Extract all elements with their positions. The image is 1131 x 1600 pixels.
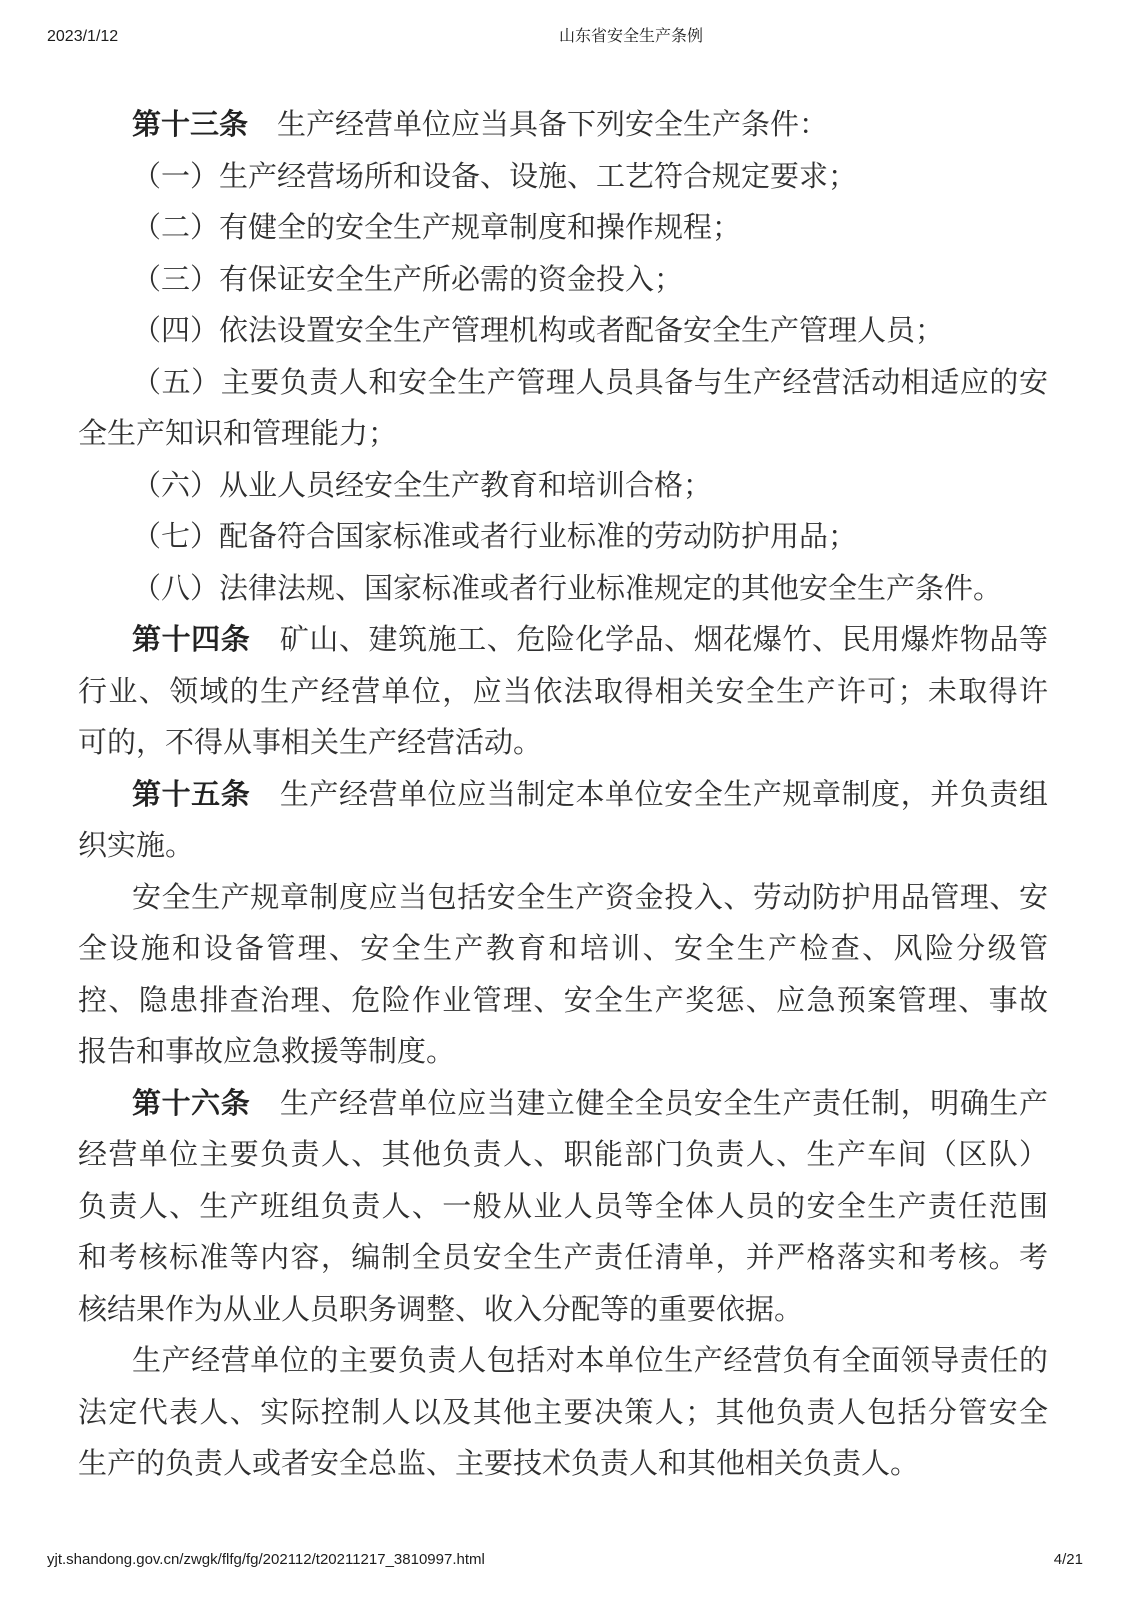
text-line: 全设施和设备管理、安全生产教育和培训、安全生产检查、风险分级管: [78, 933, 1048, 965]
article-number: 第十三条: [132, 109, 249, 141]
text-line: （六）从业人员经安全生产教育和培训合格；: [132, 469, 713, 502]
text-line: （七）配备符合国家标准或者行业标准的劳动防护用品；: [132, 521, 858, 553]
article-number: 第十五条: [132, 778, 251, 811]
text-line: （四）依法设置安全生产管理机构或者配备安全生产管理人员；: [132, 315, 945, 347]
text-line: 第十三条 生产经营单位应当具备下列安全生产条件：: [132, 109, 829, 141]
article-number: 第十四条: [132, 624, 251, 656]
text-line: （一）生产经营场所和设备、设施、工艺符合规定要求；: [132, 160, 858, 193]
text-line: 法定代表人、实际控制人以及其他主要决策人；其他负责人包括分管安全: [78, 1396, 1048, 1429]
text-line: 行业、领域的生产经营单位，应当依法取得相关安全生产许可；未取得许: [78, 675, 1048, 708]
header-document-title: 山东省安全生产条例: [559, 28, 704, 45]
text-line: 第十五条 生产经营单位应当制定本单位安全生产规章制度，并负责组: [132, 778, 1048, 811]
text-line: 和考核标准等内容，编制全员安全生产责任清单，并严格落实和考核。考: [78, 1242, 1048, 1274]
text-line: 全生产知识和管理能力；: [78, 418, 398, 450]
article-number: 第十六条: [132, 1087, 251, 1120]
document-body: [78, 100, 1048, 1491]
text-line: 控、隐患排查治理、危险作业管理、安全生产奖惩、应急预案管理、事故: [78, 984, 1048, 1017]
header-date: 2023/1/12: [47, 28, 119, 45]
text-line: 负责人、生产班组负责人、一般从业人员等全体人员的安全生产责任范围: [78, 1190, 1048, 1223]
text-line: 安全生产规章制度应当包括安全生产资金投入、劳动防护用品管理、安: [132, 881, 1048, 914]
text-line: 生产的负责人或者安全总监、主要技术负责人和其他相关负责人。: [78, 1448, 920, 1480]
text-line: （二）有健全的安全生产规章制度和操作规程；: [132, 212, 742, 244]
text-line: 织实施。: [78, 830, 195, 862]
text-line: 核结果作为从业人员职务调整、收入分配等的重要依据。: [78, 1293, 804, 1326]
text-line: （五）主要负责人和安全生产管理人员具备与生产经营活动相适应的安: [132, 366, 1048, 399]
text-line: 第十六条 生产经营单位应当建立健全全员安全生产责任制，明确生产: [132, 1087, 1048, 1120]
text-line: 报告和事故应急救援等制度。: [78, 1036, 456, 1068]
footer-page-number: 4/21: [1053, 1551, 1083, 1568]
text-line: （八）法律法规、国家标准或者行业标准规定的其他安全生产条件。: [132, 572, 1003, 605]
text-line: 经营单位主要负责人、其他负责人、职能部门负责人、生产车间（区队）: [78, 1139, 1048, 1171]
text-line: 生产经营单位的主要负责人包括对本单位生产经营负有全面领导责任的: [132, 1345, 1048, 1377]
text-line: 第十四条 矿山、建筑施工、危险化学品、烟花爆竹、民用爆炸物品等: [132, 624, 1048, 656]
text-line: 可的，不得从事相关生产经营活动。: [78, 727, 543, 759]
footer-url: yjt.shandong.gov.cn/zwgk/flfg/fg/202112/t20211217_3810997.html: [47, 1551, 485, 1568]
text-line: （三）有保证安全生产所必需的资金投入；: [132, 263, 684, 296]
